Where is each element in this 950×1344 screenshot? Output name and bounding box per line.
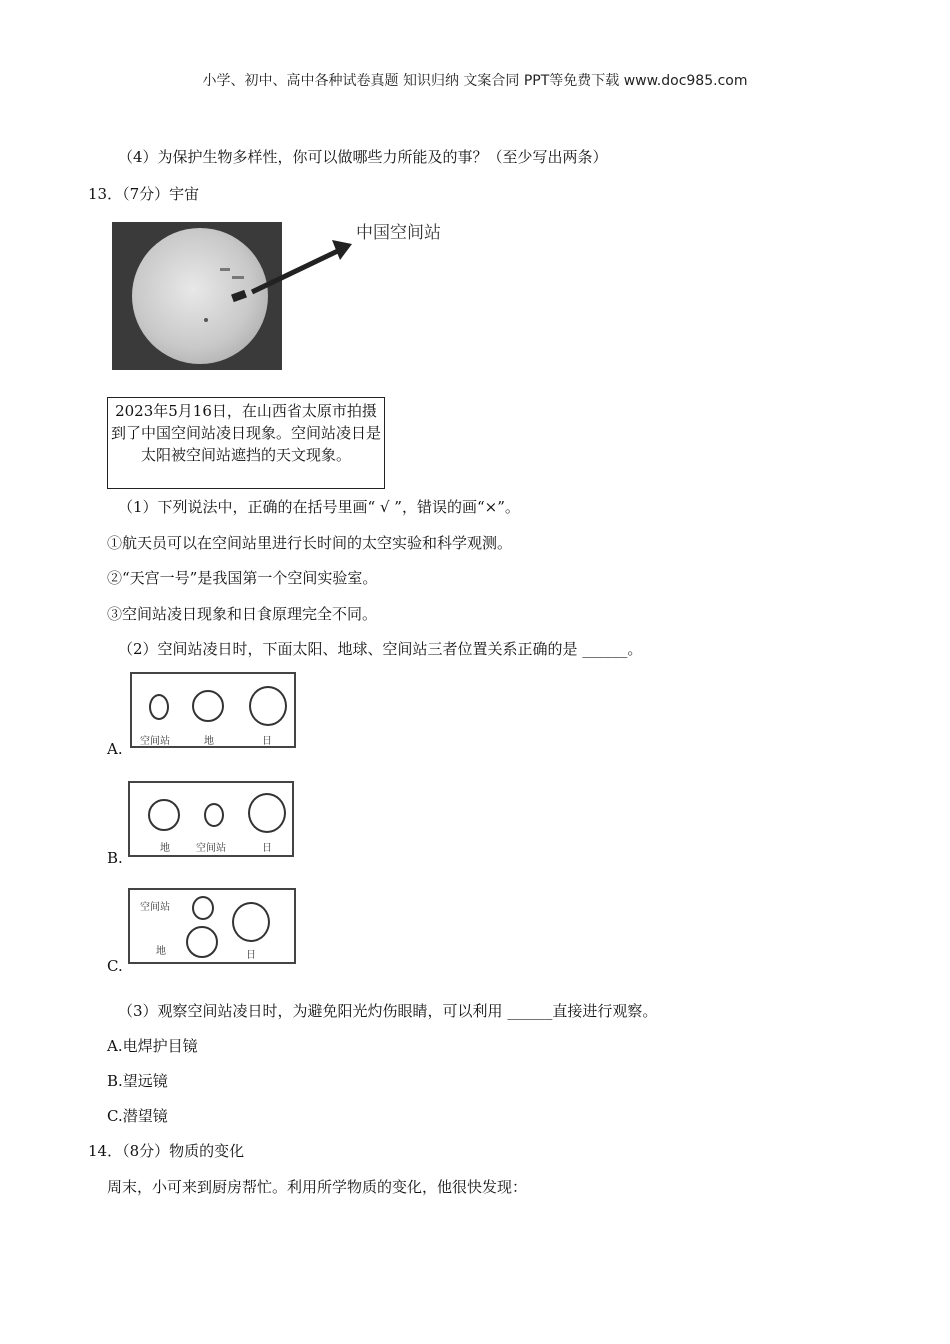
label-sun: 日 <box>262 736 272 747</box>
label-station: 空间站 <box>196 843 226 854</box>
sun-circle <box>248 793 286 833</box>
page-header: 小学、初中、高中各种试卷真题 知识归纳 文案合同 PPT等免费下载 www.doc985.com <box>202 73 748 89</box>
option-a-letter[interactable]: A. <box>107 740 123 758</box>
label-station: 空间站 <box>140 736 170 747</box>
q14-title: 14．（8分）物质的变化 <box>88 1142 245 1160</box>
label-sun: 日 <box>262 843 272 854</box>
label-station: 空间站 <box>140 902 170 913</box>
statement-3: ③空间站凌日现象和日食原理完全不同。 <box>107 605 378 623</box>
q13-title: 13．（7分）宇宙 <box>88 185 200 203</box>
q13-part3: （3）观察空间站凌日时，为避免阳光灼伤眼睛，可以利用 ______直接进行观察。 <box>118 1002 658 1020</box>
image-label: 中国空间站 <box>356 223 441 243</box>
option3-b[interactable]: B.望远镜 <box>107 1072 168 1090</box>
option3-a[interactable]: A.电焊护目镜 <box>107 1037 198 1055</box>
label-earth: 地 <box>204 736 214 747</box>
option-b-letter[interactable]: B. <box>107 849 123 867</box>
sun-circle <box>232 902 270 942</box>
station-circle <box>204 803 224 827</box>
diagram-option-a <box>130 672 296 748</box>
label-sun: 日 <box>246 950 256 961</box>
q13-part1: （1）下列说法中，正确的在括号里画“ √ ”，错误的画“×”。 <box>118 498 520 516</box>
earth-circle <box>192 690 224 722</box>
q13-part2: （2）空间站凌日时，下面太阳、地球、空间站三者位置关系正确的是 ______。 <box>118 640 643 658</box>
diagram-option-b <box>128 781 294 857</box>
station-circle <box>149 694 169 720</box>
earth-circle <box>148 799 180 831</box>
caption-box: 2023年5月16日，在山西省太原市拍摄到了中国空间站凌日现象。空间站凌日是太阳被空间站遮挡的天文现象。 <box>107 397 385 489</box>
sun-circle <box>249 686 287 726</box>
statement-2: ②“天宫一号”是我国第一个空间实验室。 <box>107 569 378 587</box>
option3-c[interactable]: C.潜望镜 <box>107 1107 168 1125</box>
earth-circle <box>186 926 218 958</box>
option-c-letter[interactable]: C. <box>107 957 123 975</box>
statement-1: ①航天员可以在空间站里进行长时间的太空实验和科学观测。 <box>107 534 513 552</box>
diagram-option-c <box>128 888 296 964</box>
q12-part4: （4）为保护生物多样性，你可以做哪些力所能及的事？（至少写出两条） <box>118 148 608 166</box>
label-earth: 地 <box>156 946 166 957</box>
q14-intro: 周末，小可来到厨房帮忙。利用所学物质的变化，他很快发现： <box>107 1178 528 1196</box>
arrow-icon <box>240 212 360 302</box>
label-earth: 地 <box>160 843 170 854</box>
station-circle <box>192 896 214 920</box>
